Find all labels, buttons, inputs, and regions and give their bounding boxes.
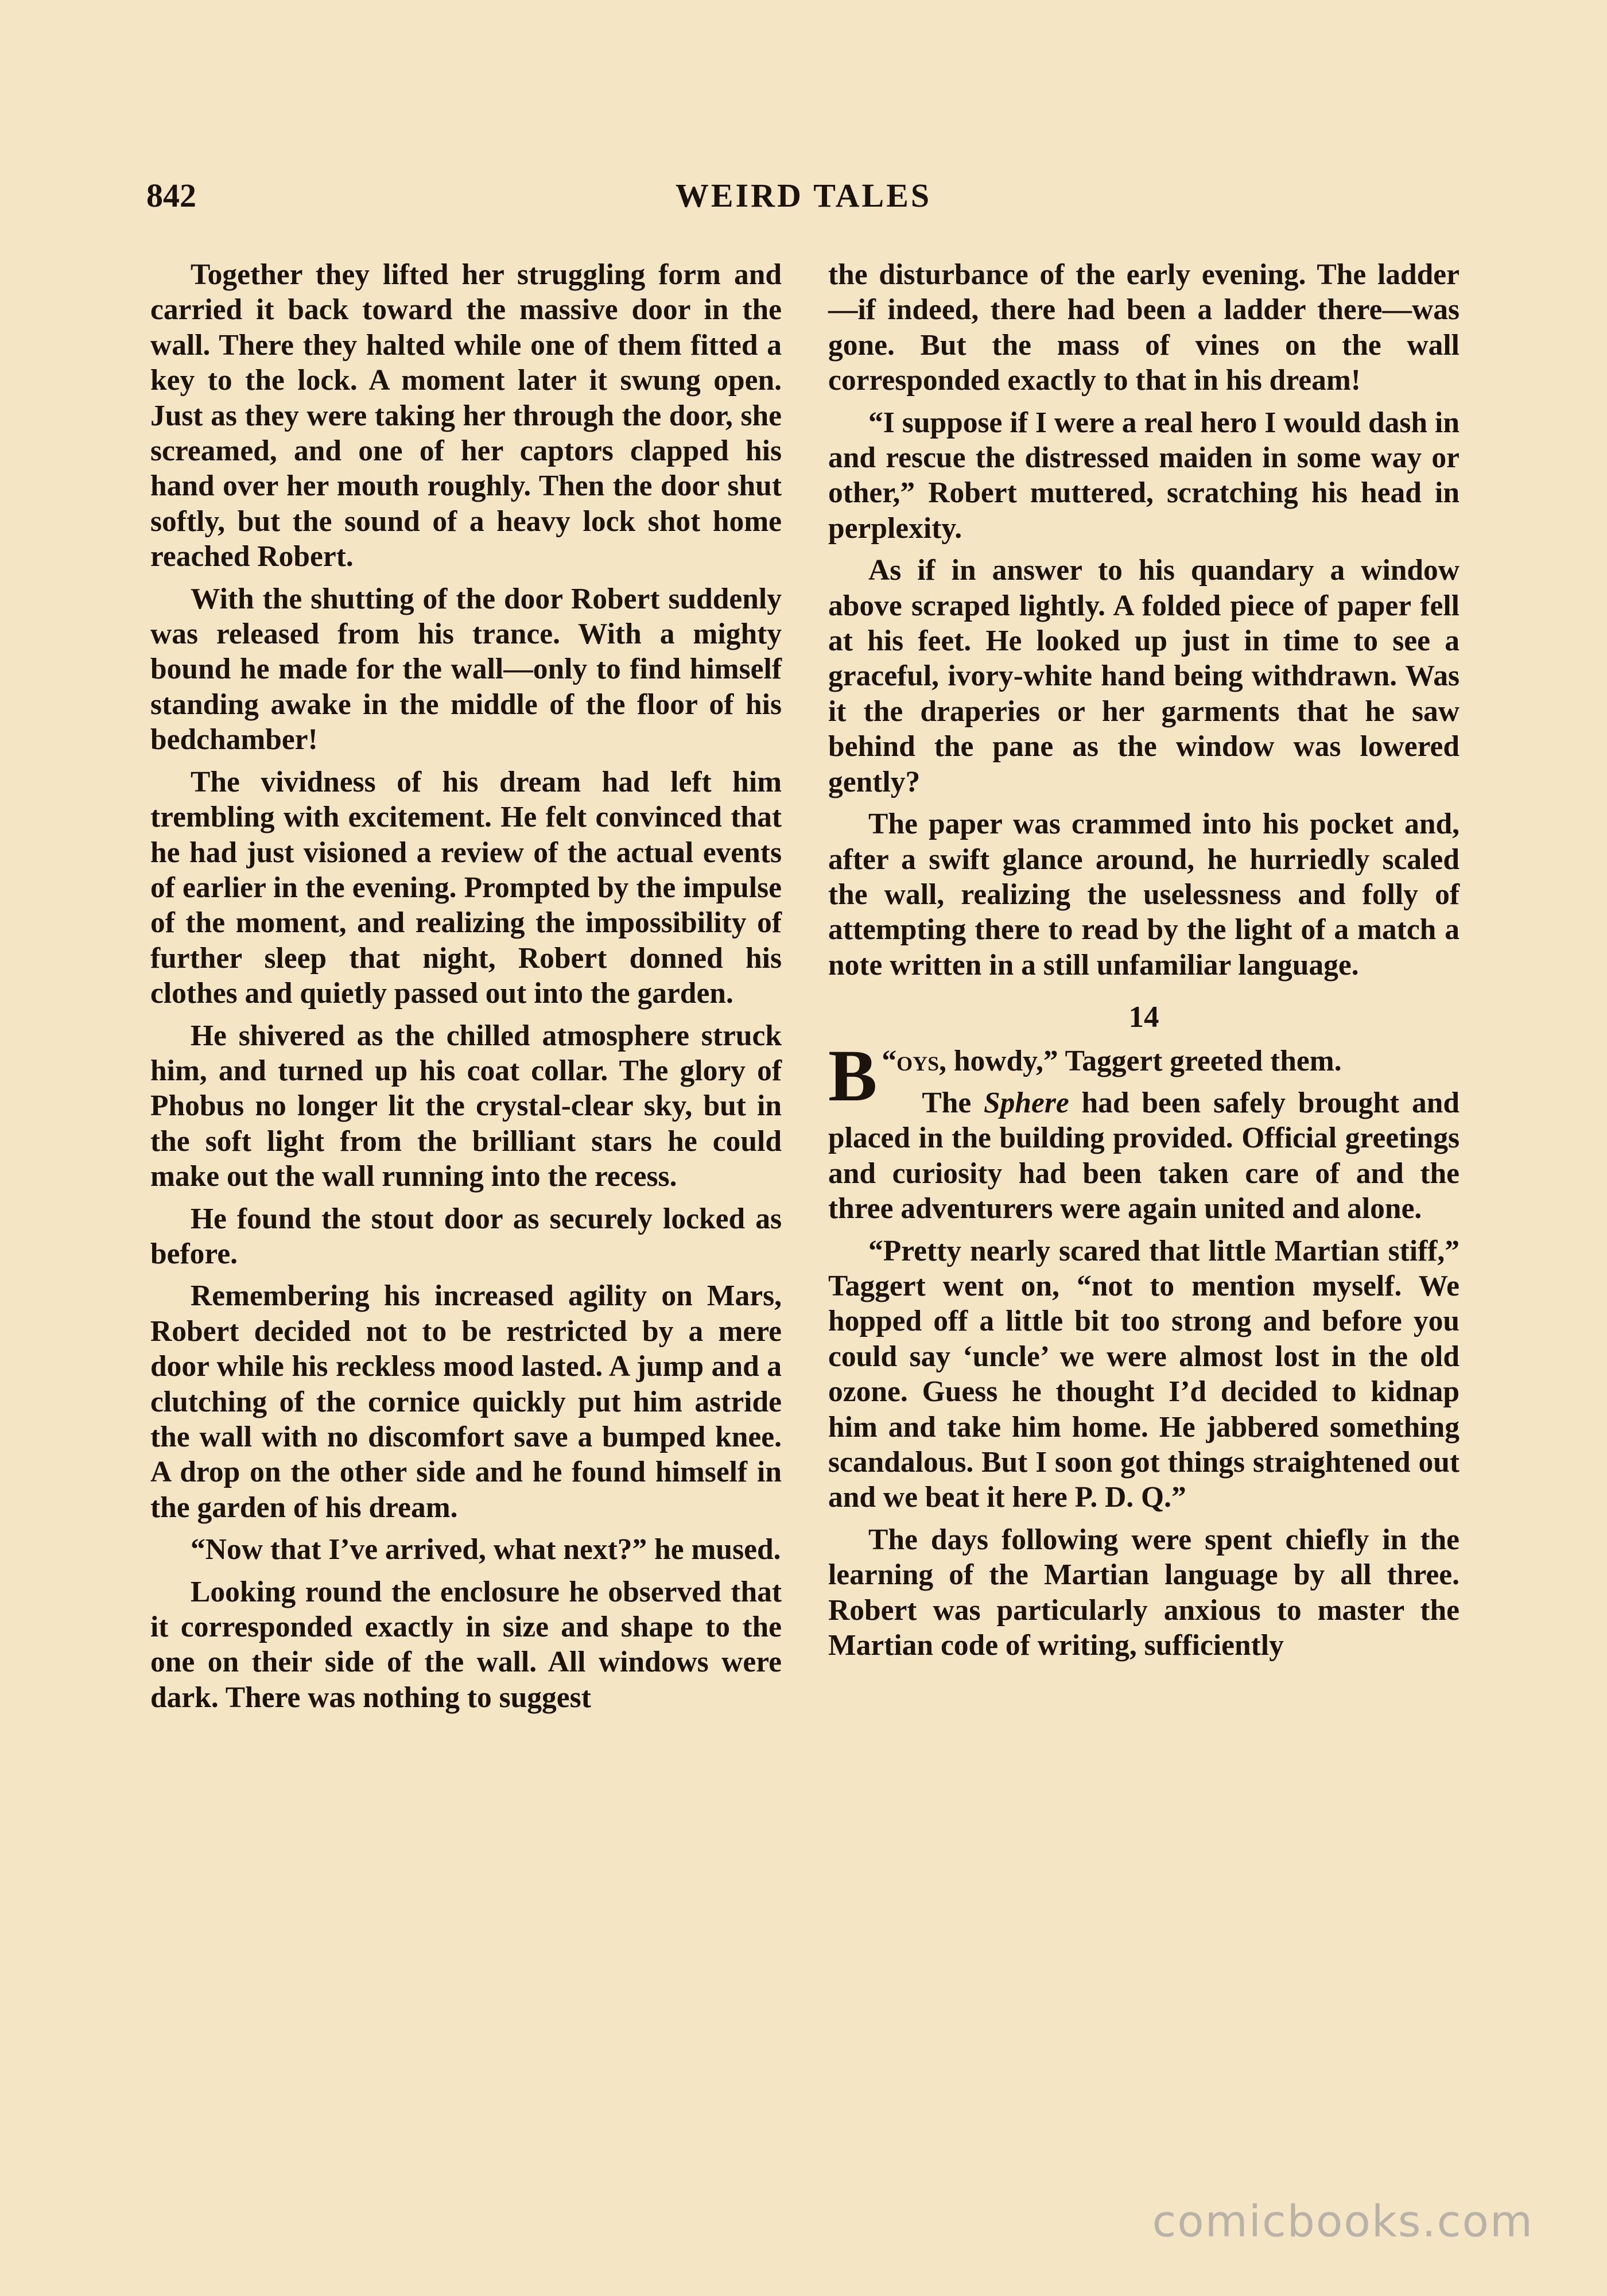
page-number: 842 bbox=[146, 177, 196, 214]
paragraph: The paper was crammed into his pocket and, after a swift glance around, he hurriedly scaled the wall, realizing the uselessness and folly of attempting there to read by the light of a match a note written in a still unfamiliar language. bbox=[828, 808, 1460, 982]
sphere-before: The bbox=[922, 1086, 984, 1119]
dropcap-letter: B bbox=[828, 1034, 878, 1116]
paragraph: The vividness of his dream had left him trembling with excitement. He felt convinced that he had just visioned a review of the actual events of earlier in the evening. Prompted by the impulse of the moment, and realizing the impossibility of further sleep that night, Robert donned his clothes and quietly passed out into the garden. bbox=[150, 765, 782, 1010]
paragraph: He found the stout door as securely locked as before. bbox=[150, 1202, 782, 1270]
paragraph: The days following were spent chiefly in the learning of the Martian language by all three. Robert was particularly anxious to master the Martian code of writing, sufficiently bbox=[828, 1523, 1460, 1662]
paragraph: Looking round the enclosure he observed that it corresponded exactly in size and shape to the one on their side of the wall. All windows were dark. There was nothing to suggest bbox=[150, 1575, 782, 1714]
paragraph: “Now that I’ve arrived, what next?” he mused. bbox=[191, 1533, 781, 1566]
open-quote: “ bbox=[882, 1044, 897, 1077]
paragraph-continued: the disturbance of the early evening. The ladder—if indeed, there had been a ladder there—was gone. But the mass of vines on the wall corresponded exactly to that in his dream! bbox=[828, 258, 1460, 397]
sphere-after: had been safely brought and placed in the building provided. Official greetings and curiosity had been taken care of and the three adventurers were again united and alone. bbox=[828, 1086, 1460, 1225]
paragraph bbox=[828, 1085, 1460, 1227]
paragraph: With the shutting of the door Robert suddenly was released from his trance. With a mighty bound he made for the wall—only to find himself standing awake in the middle of the floor of his bedchamber! bbox=[150, 582, 782, 757]
dropcap-smallcaps: oys, bbox=[896, 1044, 947, 1077]
dropcap-rest: howdy,” Taggert greeted them. bbox=[946, 1044, 1342, 1077]
paragraph: Together they lifted her struggling form and carried it back toward the massive door in the wall. There they halted while one of them fitted a key to the lock. A moment later it swung open. Just as they were taking her through the door, she screamed, and one of her captors clapped his hand over her mouth roughly. Then the door shut softly, but the sound of a heavy lock shot home reached Robert. bbox=[150, 258, 782, 573]
paragraph: As if in answer to his quandary a window above scraped lightly. A folded piece of paper fell at his feet. He looked up just in time to see a graceful, ivory-white hand being withdrawn. Was it the draperies or her garments that he saw behind the pane as the window was lowered gently? bbox=[828, 554, 1460, 798]
left-column bbox=[150, 257, 782, 1722]
paragraph: “Pretty nearly scared that little Martian stiff,” Taggert went on, “not to mention myself. We hopped off a little bit too strong and before you could say ‘uncle’ we were almost lost in the old ozone. Guess he thought I’d decided to kidnap him and take him home. He jabbered something scandalous. But I soon got things straightened out and we beat it here P. D. Q.” bbox=[828, 1234, 1460, 1514]
sphere-italic: Sphere bbox=[983, 1086, 1069, 1119]
running-head: WEIRD TALES bbox=[675, 177, 932, 214]
watermark: comicbooks.com bbox=[1152, 2196, 1534, 2247]
paragraph: Remembering his increased agility on Mars, Robert decided not to be restricted by a mere door while his reckless mood lasted. A jump and a clutching of the cornice quickly put him astride the wall with no discomfort save a bumped knee. A drop on the other side and he found himself in the garden of his dream. bbox=[150, 1279, 782, 1524]
right-column bbox=[828, 257, 1460, 1670]
paragraph: He shivered as the chilled atmosphere struck him, and turned up his coat collar. The glory of Phobus no longer lit the crystal-clear sky, but in the soft light from the brilliant stars he could make out the wall running into the recess. bbox=[150, 1019, 782, 1193]
page-header bbox=[146, 170, 1461, 222]
section-number: 14 bbox=[1128, 1000, 1159, 1034]
paragraph: “I suppose if I were a real hero I would dash in and rescue the distressed maiden in some way or other,” Robert muttered, scratching his head in perplexity. bbox=[828, 406, 1460, 545]
